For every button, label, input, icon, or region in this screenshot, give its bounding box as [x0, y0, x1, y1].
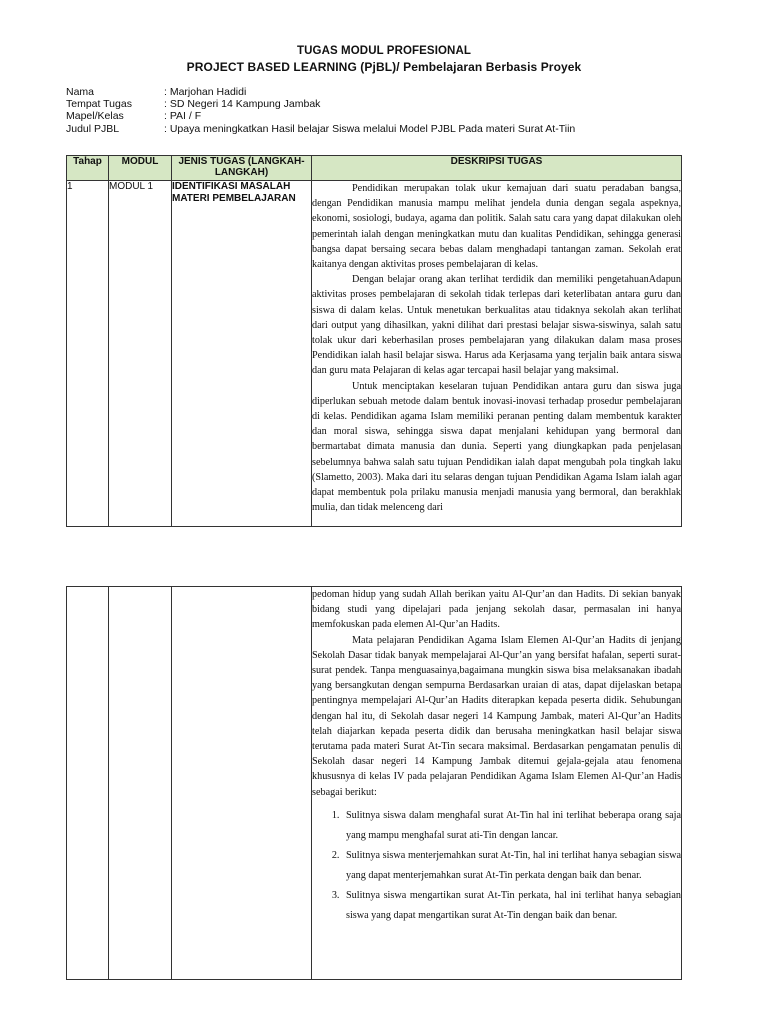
- table-row: [67, 587, 682, 980]
- cell-deskripsi: [312, 587, 682, 980]
- header-deskripsi-tugas: DESKRIPSI TUGAS: [312, 156, 682, 181]
- list-item: 2. Sulitnya siswa menterjemahkan surat At-Tin, hal ini terlihat hanya sebagian siswa yang dapat menterjemahkan surat At-Tin perkata dengan baik dan benar.: [342, 846, 681, 886]
- description-paragraph: pedoman hidup yang sudah Allah berikan yaitu Al-Qur’an dan Hadits. Di sekian banyak bidang studi yang dipelajari pada jenjang sekolah dasar, permasalan ini hanya memfokuskan pada elemen Al-Qur’an Hadits.: [312, 589, 681, 631]
- cell-jenis-tugas: IDENTIFIKASI MASALAH MATERI PEMBELAJARAN: [172, 181, 312, 527]
- description-paragraph: Dengan belajar orang akan terlihat terdidik dan memiliki pengetahuanAdapun aktivitas proses pembelajaran di sekolah tidak terlepas dari keterlibatan antara guru dan siswa di dalam kelas. Untuk menetukan berkualitas atau tidaknya sekolah akan terlihat dari output yang dihasilkan, yakni dilihat dari prestasi belajar siswa-siswinya, salah satu tolak ukur dari keberhasilan proses pembelajaran yang dilakukan dalam masa proses Pendidikan ialah hasil belajar siswa. Harus ada Kerjasama yang terjalin baik antara siswa dan guru mata Pelajaran di kelas agar tercapai hasil belajar yang maksimal.: [312, 274, 681, 377]
- description-paragraph: Pendidikan merupakan tolak ukur kemajuan dari suatu peradaban bangsa, dengan Pendidikan manusia mampu melihat jendela dunia dengan segala aspeknya, ekonomi, sosiologi, budaya, agama dan politik. Salah satu cara yang dapat dilakukan oleh pemerintah ialah dengan meningkatkan mutu dan kualitas Pendidikan, sehingga generasi bangsa dapat bersaing secara bebas dalam menghadapi tantangan zaman. Sekolah erat kaitanya dengan aktivitas proses pembelajaran di kelas.: [312, 183, 681, 271]
- header-jenis-tugas: JENIS TUGAS (LANGKAH-LANGKAH): [172, 156, 312, 181]
- header-tahap: Tahap: [67, 156, 109, 181]
- table-row: [67, 181, 682, 527]
- task-table-continued: [66, 586, 682, 980]
- cell-tahap: 1: [67, 181, 109, 527]
- description-paragraph: Untuk menciptakan keselaran tujuan Pendidikan antara guru dan siswa juga diperlukan sebuah metode dalam bentuk inovasi-inovasi terhadap prosedur pembelajaran di kelas. Pendidikan agama Islam memiliki peranan penting dalam membentuk karakter dan moral siswa, sehingga siswa dapat menjalani kehidupan yang bermoral dan bermartabat dimata manusia dan dunia. Seperti yang diungkapkan pada penjelasan sebelumnya bahwa salah satu tujuan Pendidikan ialah dapat mengubah pola tingkah laku (Slametto, 2003). Maka dari itu selaras dengan tujuan Pendidikan Agama Islam ialah agar dapat membentuk pola prilaku manusia menjadi manusia yang bermoral, dan berakhlak mulia, dan tidak melenceng dari: [312, 380, 681, 514]
- cell-deskripsi: [312, 181, 682, 527]
- info-label: Tempat Tugas: [66, 98, 132, 111]
- description-paragraph: Mata pelajaran Pendidikan Agama Islam Elemen Al-Qur’an Hadits di jenjang Sekolah Dasar tidak banyak mempelajarai Al-Qur’an yang bersifat hafalan, seperti surat-surat pendek. Tanpa menguasainya,bagaimana mungkin siswa bisa melaksanakan ibadah yang bersangkutan dengan sempurna Berdasarkan uraian di atas, dapat dijelaskan betapa pentingnya mempelajari Al-Qur’an Hadits diterapkan kepada peserta didik. Sehubungan dengan hal itu, di Sekolah dasar negeri 14 Kampung Jambak, materi Al-Qur’an Hadits telah diajarkan kepada peserta didik dan berusaha meningkatkan hasil belajar siswa terutama pada materi Surat At-Tin secara maksimal. Berdasarkan pengamatan penulis di Sekolah dasar negeri 14 Kampung Jambak ditemui gejala-gejala atau fenomena khususnya di kelas IV pada pelajaran Pendidikan Agama Islam Elemen Al-Qur’an Hadis sebagai berikut:: [312, 634, 681, 798]
- cell-tahap: [67, 587, 109, 980]
- list-item: 3. Sulitnya siswa mengartikan surat At-Tin perkata, hal ini terlihat hanya sebagian siswa yang dapat mengartikan surat At-Tin dengan baik dan benar.: [342, 886, 681, 926]
- info-label: Judul PJBL: [66, 122, 120, 135]
- problem-list: [312, 806, 681, 926]
- cell-jenis-tugas: [172, 587, 312, 980]
- task-table: [66, 155, 682, 527]
- info-value: : PAI / F: [164, 110, 202, 123]
- list-item: 1. Sulitnya siswa dalam menghafal surat At-Tin hal ini terlihat beberapa orang saja yang mampu menghafal surat ati-Tin dengan lancar.: [342, 806, 681, 846]
- info-value: : Upaya meningkatkan Hasil belajar Siswa melalui Model PJBL Pada materi Surat At-Tiin: [164, 122, 576, 135]
- info-label: Nama: [66, 86, 95, 98]
- cell-modul: MODUL 1: [109, 181, 172, 527]
- document-subtitle: PROJECT BASED LEARNING (PjBL)/ Pembelajaran Berbasis Proyek: [186, 60, 582, 74]
- cell-modul: [109, 587, 172, 980]
- info-label: Mapel/Kelas: [66, 110, 124, 123]
- header-modul: MODUL: [109, 156, 172, 181]
- info-value: : SD Negeri 14 Kampung Jambak: [164, 98, 321, 111]
- document-title: TUGAS MODUL PROFESIONAL: [297, 45, 471, 57]
- table-header-row: [67, 156, 682, 181]
- info-value: : Marjohan Hadidi: [164, 86, 247, 98]
